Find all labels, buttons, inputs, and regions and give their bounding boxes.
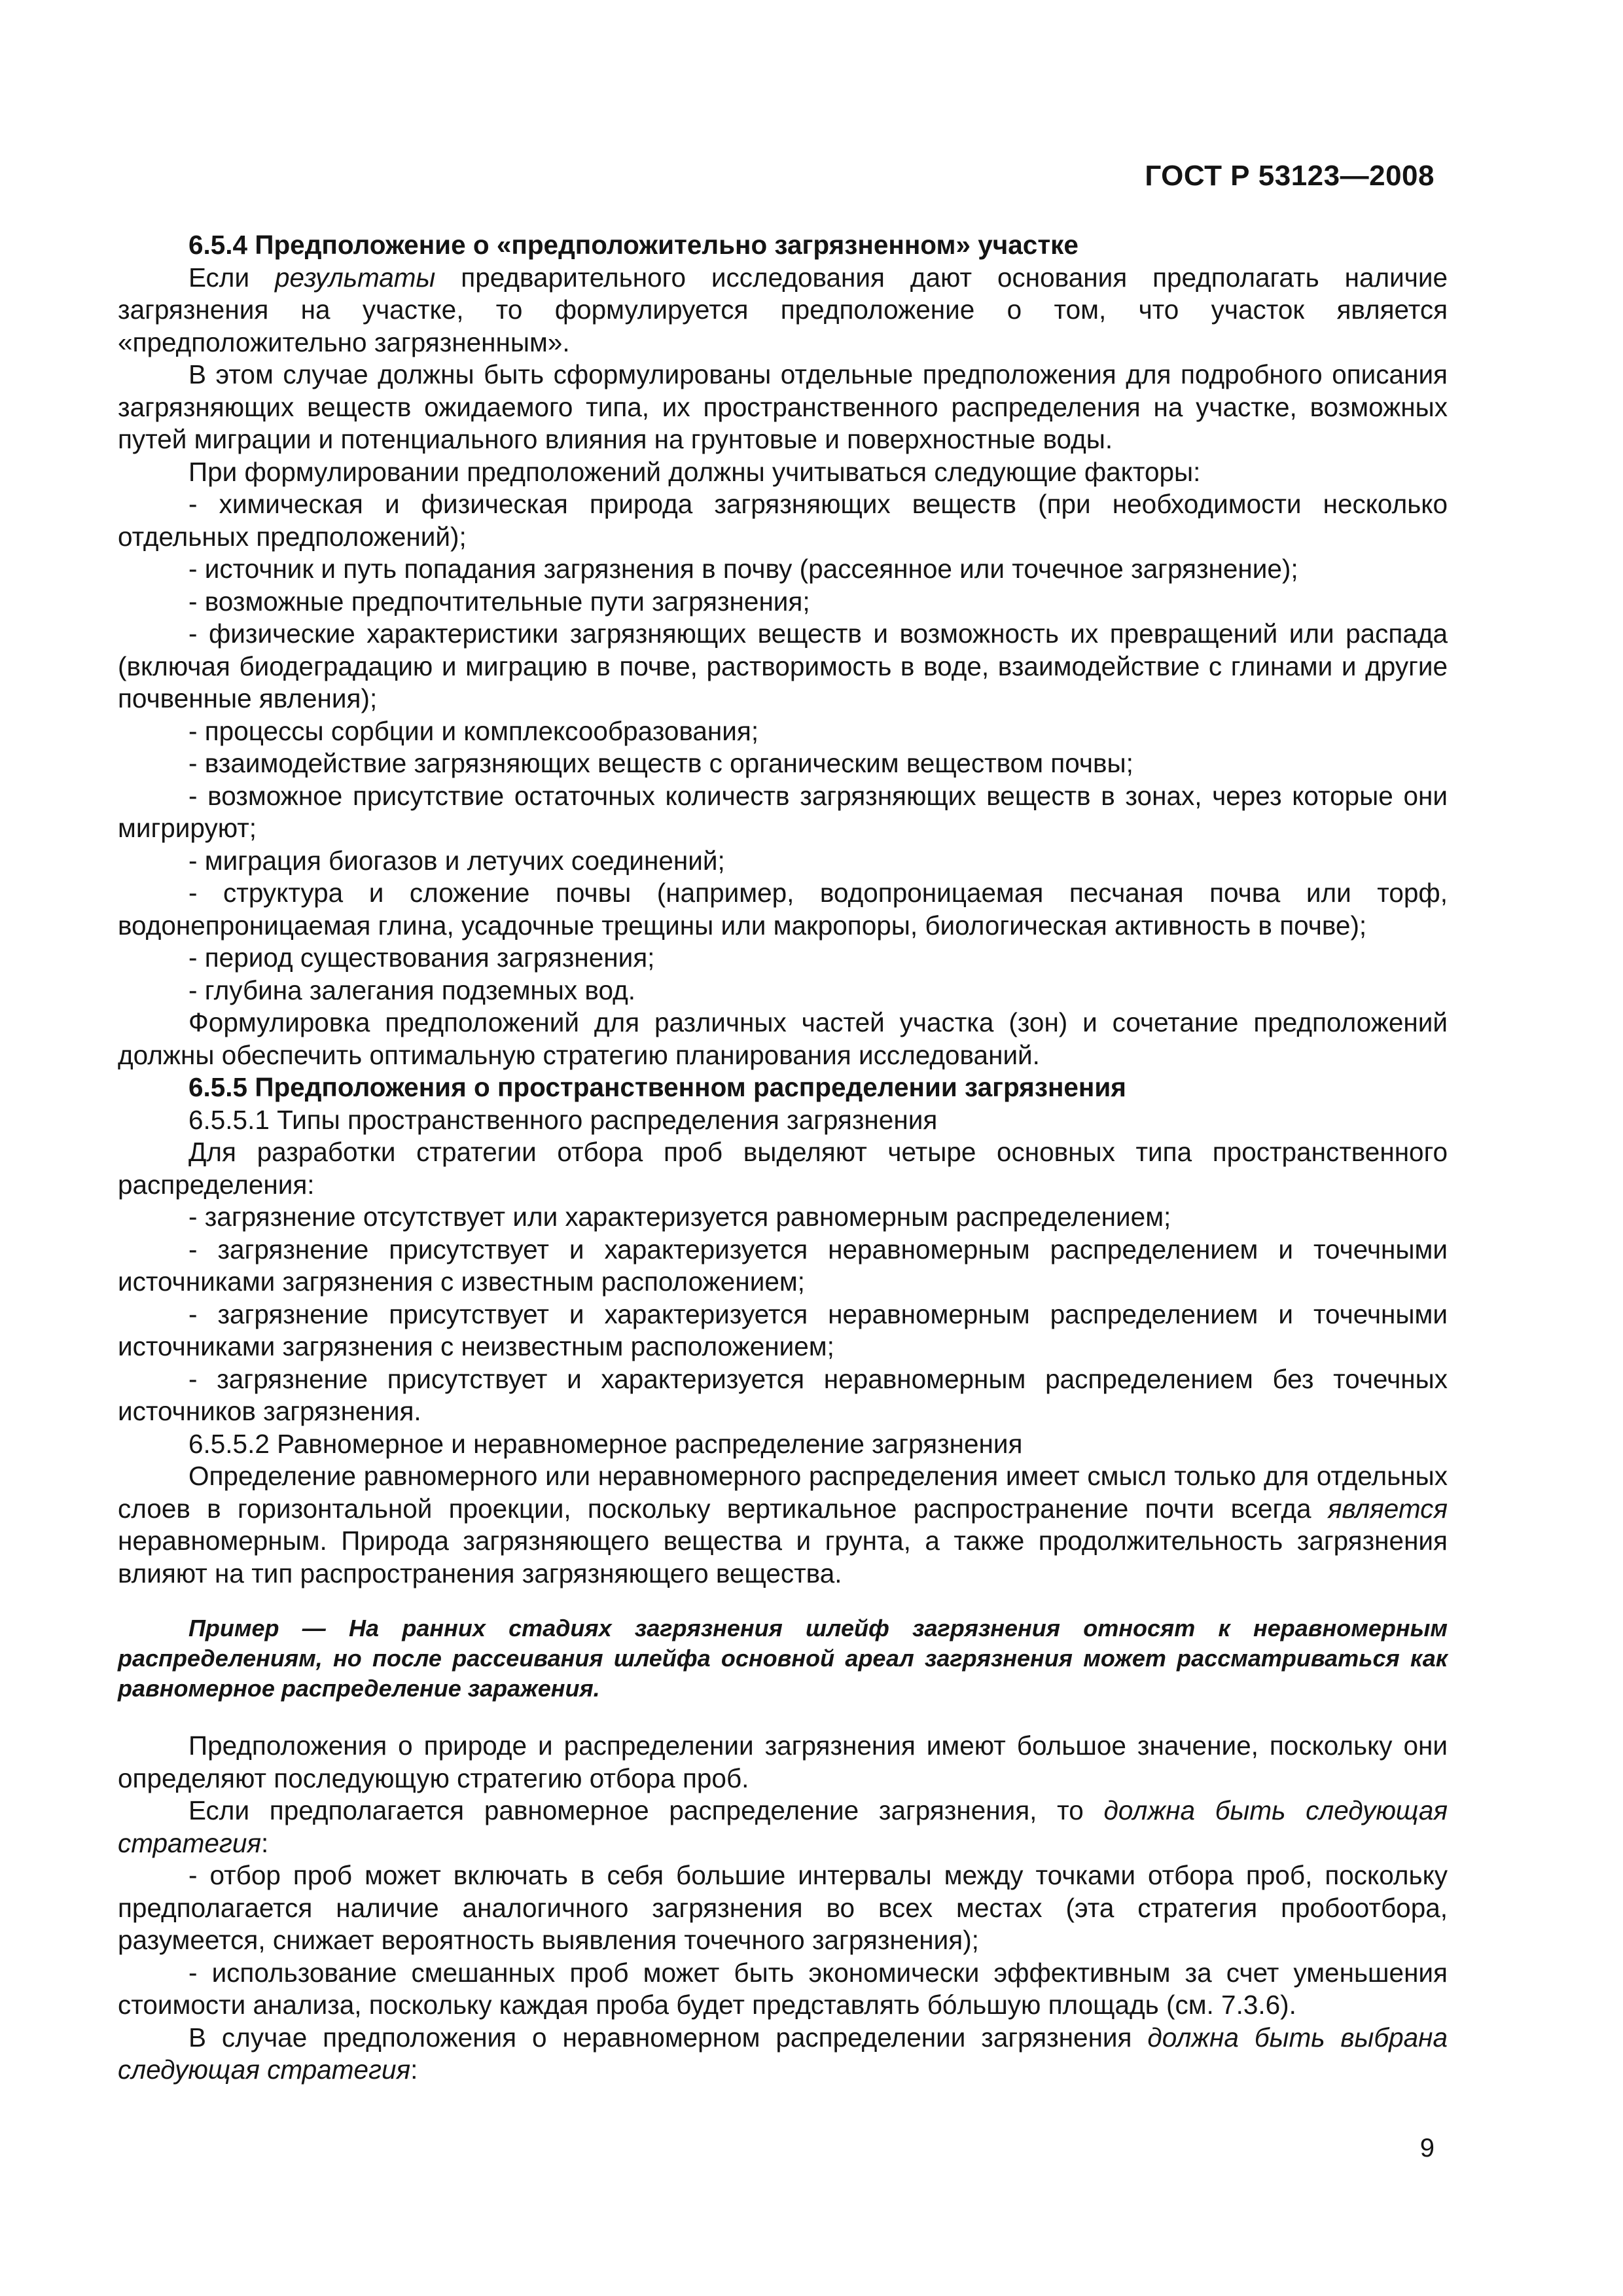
list-item: - загрязнение присутствует и характеризуется неравномерным распределением без точечных источников загрязнения. <box>118 1363 1448 1426</box>
list-item: - физические характеристики загрязняющих веществ и возможность их превращений или распада (включая биодеградацию и миграцию в почве, растворимость в воде, взаимодействие с глинами и другие почвенные явления); <box>118 619 1448 713</box>
paragraph: Для разработки стратегии отбора проб выделяют четыре основных типа пространственного распределения: <box>118 1137 1448 1200</box>
list-item: - глубина залегания подземных вод. <box>188 975 635 1005</box>
paragraph: При формулировании предположений должны учитываться следующие факторы: <box>188 456 1201 487</box>
subsection-heading-6-5-5-2: 6.5.5.2 Равномерное и неравномерное распределение загрязнения <box>188 1428 1023 1459</box>
page-number: 9 <box>1419 2134 1435 2162</box>
list-item: - возможное присутствие остаточных количеств загрязняющих веществ в зонах, через которые они мигрируют; <box>118 780 1448 843</box>
example-note: Пример — На ранних стадиях загрязнения шлейф загрязнения относят к неравномерным распределениям, но после рассеивания шлейфа основной ареал загрязнения может рассматриваться как равномерное распределение заражения. <box>118 1615 1448 1702</box>
list-item: - использование смешанных проб может быть экономически эффективным за счет уменьшения стоимости анализа, поскольку каждая проба будет представлять бóльшую площадь (см. 7.3.6). <box>118 1957 1448 2020</box>
list-item: - процессы сорбции и комплексообразования; <box>188 715 759 746</box>
list-item: - структура и сложение почвы (например, водопроницаемая песчаная почва или торф, водонепроницаемая глина, усадочные трещины или макропоры, биологическая активность в почве); <box>118 878 1448 941</box>
section-heading-6-5-4: 6.5.4 Предположение о «предположительно загрязненном» участке <box>188 230 1079 260</box>
list-item: - период существования загрязнения; <box>188 942 655 973</box>
list-item: - отбор проб может включать в себя большие интервалы между точками отбора проб, поскольку предполагается наличие аналогичного загрязнения во всех местах (эта стратегия пробоотбора, разумеется, снижает вероятность выявления точечного загрязнения); <box>118 1860 1448 1955</box>
paragraph: Формулировка предположений для различных частей участка (зон) и сочетание предположений должны обеспечить оптимальную стратегию планирования исследований. <box>118 1007 1448 1070</box>
paragraph: Если результаты предварительного исследования дают основания предполагать наличие загрязнения на участке, то формулируется предположение о том, что участок является «предположительно загрязненным». <box>118 262 1448 357</box>
list-item: - миграция биогазов и летучих соединений; <box>188 845 725 876</box>
list-item: - загрязнение присутствует и характеризуется неравномерным распределением и точечными источниками загрязнения с известным расположением; <box>118 1234 1448 1297</box>
subsection-heading-6-5-5-1: 6.5.5.1 Типы пространственного распределения загрязнения <box>188 1104 938 1135</box>
list-item: - возможные предпочтительные пути загрязнения; <box>188 586 810 617</box>
list-item: - загрязнение присутствует и характеризуется неравномерным распределением и точечными источниками загрязнения с неизвестным расположением; <box>118 1299 1448 1361</box>
section-heading-6-5-5: 6.5.5 Предположения о пространственном распределении загрязнения <box>188 1072 1126 1102</box>
list-item: - загрязнение отсутствует или характеризуется равномерным распределением; <box>188 1202 1171 1232</box>
paragraph: В случае предположения о неравномерном распределении загрязнения должна быть выбрана следующая стратегия: <box>118 2022 1448 2085</box>
paragraph: Определение равномерного или неравномерного распределения имеет смысл только для отдельных слоев в горизонтальной проекции, поскольку вертикальное распространение почти всегда является неравномерным. Природа загрязняющего вещества и грунта, а также продолжительность загрязнения влияют на тип распространения загрязняющего вещества. <box>118 1461 1448 1588</box>
paragraph: Предположения о природе и распределении загрязнения имеют большое значение, поскольку они определяют последующую стратегию отбора проб. <box>118 1731 1448 1793</box>
standard-code: ГОСТ Р 53123—2008 <box>1145 160 1435 192</box>
list-item: - химическая и физическая природа загрязняющих веществ (при необходимости несколько отдельных предположений); <box>118 489 1448 552</box>
document-body <box>118 229 1448 2087</box>
paragraph: Если предполагается равномерное распределение загрязнения, то должна быть следующая стратегия: <box>118 1795 1448 1858</box>
list-item: - взаимодействие загрязняющих веществ с органическим веществом почвы; <box>188 748 1133 778</box>
list-item: - источник и путь попадания загрязнения в почву (рассеянное или точечное загрязнение); <box>188 554 1298 584</box>
paragraph: В этом случае должны быть сформулированы отдельные предположения для подробного описания загрязняющих веществ ожидаемого типа, их пространственного распределения на участке, возможных путей миграции и потенциального влияния на грунтовые и поверхностные воды. <box>118 359 1448 454</box>
